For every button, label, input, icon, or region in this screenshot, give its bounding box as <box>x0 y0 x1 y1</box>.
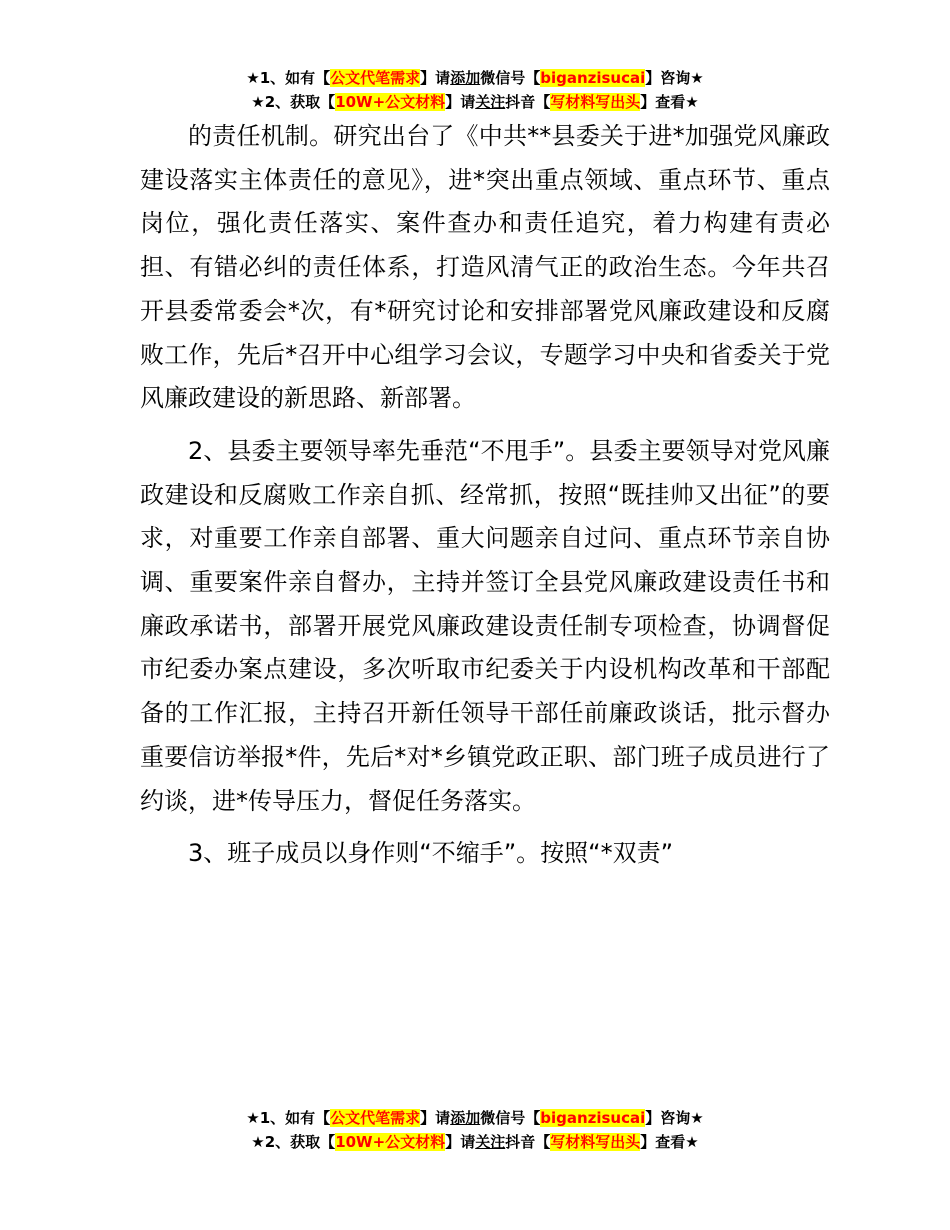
banner-line-2: ★2、获取【10W+公文材料】请关注抖音【写材料写出头】查看★ <box>251 93 699 111</box>
paragraph: 3、班子成员以身作则“不缩手”。按照“*双责” <box>188 839 674 868</box>
highlight-ghostwriting: 公文代笔需求 <box>330 1109 421 1127</box>
highlight-wechat-id: biganzisucai <box>540 1109 646 1127</box>
highlight-wechat-id: biganzisucai <box>540 69 646 87</box>
paragraph: 的责任机制。研究出台了《中共**县委关于进*加强党风廉政建设落实主体责任的意见》，进*突出重点领域、重点环节、重点岗位，强化责任落实、案件查办和责任追究，着力构建有责必担、有错必纠的责任体系，打造风清气正的政治生态。今年共召开县委常委会*次，有*研究讨论和安排部署党风廉政建设和反腐败工作，先后*召开中心组学习会议，专题学习中央和省委关于党风廉政建设的新思路、新部署。 <box>140 122 830 413</box>
highlight-ghostwriting: 公文代笔需求 <box>330 69 421 87</box>
banner-line-1: ★1、如有【公文代笔需求】请添加微信号【biganzisucai】咨询★ <box>246 1109 704 1127</box>
document-body <box>140 115 830 885</box>
header-banner <box>0 66 950 114</box>
paragraph: 2、县委主要领导率先垂范“不甩手”。县委主要领导对党风廉政建设和反腐败工作亲自抓、经常抓，按照“既挂帅又出征”的要求，对重要工作亲自部署、重大问题亲自过问、重点环节亲自协调、重要案件亲自督办，主持并签订全县党风廉政建设责任书和廉政承诺书，部署开展党风廉政建设责任制专项检查，协调督促市纪委办案点建设，多次听取市纪委关于内设机构改革和干部配备的工作汇报，主持召开新任领导干部任前廉政谈话，批示督办重要信访举报*件，先后*对*乡镇党政正职、部门班子成员进行了约谈，进*传导压力，督促任务落实。 <box>140 436 830 815</box>
highlight-materials: 10W+公文材料 <box>335 1133 446 1151</box>
banner-line-2: ★2、获取【10W+公文材料】请关注抖音【写材料写出头】查看★ <box>251 1133 699 1151</box>
banner-line-1: ★1、如有【公文代笔需求】请添加微信号【biganzisucai】咨询★ <box>246 69 704 87</box>
footer-banner <box>0 1106 950 1154</box>
highlight-douyin-account: 写材料写出头 <box>550 1133 641 1151</box>
highlight-douyin-account: 写材料写出头 <box>550 93 641 111</box>
highlight-materials: 10W+公文材料 <box>335 93 446 111</box>
